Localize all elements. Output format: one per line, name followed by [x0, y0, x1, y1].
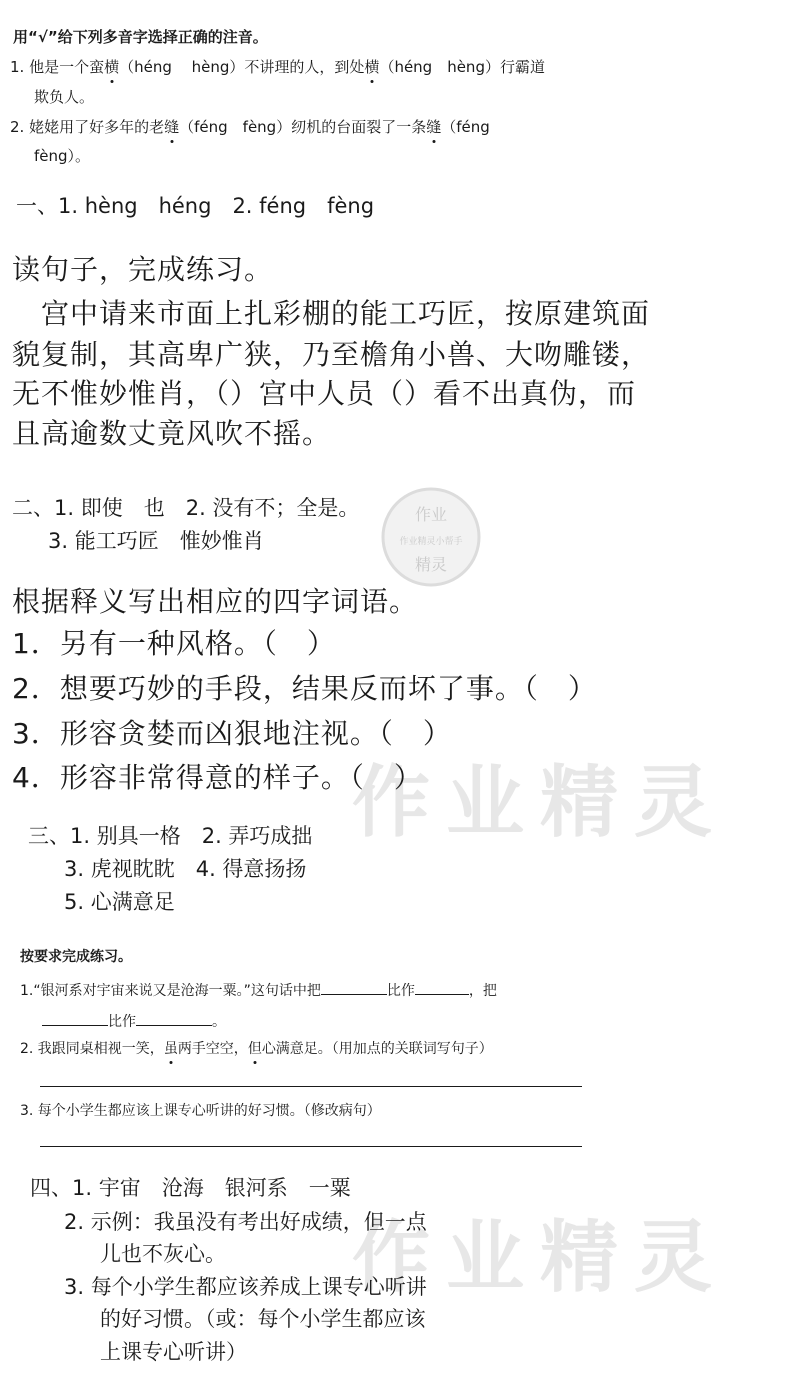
section4-title: 按要求完成练习。 — [20, 949, 132, 965]
section3-item3: 3．形容贪婪而凶狠地注视。（ ） — [12, 717, 452, 750]
answer3-line3: 5. 心满意足 — [64, 890, 175, 914]
section1-question1-line2: 欺负人。 — [34, 88, 95, 106]
section3-title: 根据释义写出相应的四字词语。 — [12, 585, 419, 618]
section1-title: 用“√”给下列多音字选择正确的注音。 — [13, 28, 268, 46]
section1-question2: 2. 姥姥用了好多年的老缝（féng fèng）纫机的台面裂了一条缝（féng — [10, 118, 490, 136]
blank-1[interactable] — [321, 978, 387, 995]
section3-item4: 4．形容非常得意的样子。（ ） — [12, 761, 423, 794]
section2-title: 读句子，完成练习。 — [12, 253, 274, 286]
section2-passage-line1: 宫中请来市面上扎彩棚的能工巧匠，按原建筑面 — [12, 297, 651, 330]
answer3-line1: 三、1. 别具一格 2. 弄巧成拙 — [28, 824, 313, 848]
section2-passage-line4: 且高逾数丈竟风吹不摇。 — [12, 417, 332, 450]
answer4-line2: 2. 示例：我虽没有考出好成绩，但一点 — [64, 1210, 427, 1234]
section1-question2-line2: fèng）。 — [34, 147, 91, 165]
answer4-line4: 3. 每个小学生都应该养成上课专心听讲 — [64, 1275, 427, 1299]
blank-4[interactable] — [136, 1009, 212, 1026]
section4-question2: 2. 我跟同桌相视一笑，虽两手空空，但心满意足。（用加点的关联词写句子） — [20, 1038, 493, 1058]
answer2-line1: 二、1. 即使 也 2. 没有不；全是。 — [12, 496, 360, 520]
watermark-2: 作业精灵 — [352, 1212, 729, 1303]
section4-question1: 1.“银河系对宇宙来说又是沧海一粟。”这句话中把 比作 ，把 — [20, 978, 497, 1000]
svg-text:作业: 作业 — [414, 505, 448, 524]
blank-2[interactable] — [415, 978, 469, 995]
answer4-line6: 上课专心听讲） — [100, 1340, 247, 1364]
svg-text:精灵: 精灵 — [414, 555, 448, 574]
answer1: 一、1. hèng héng 2. féng fèng — [16, 194, 375, 218]
answer-line-q2[interactable] — [40, 1086, 582, 1087]
section2-passage-line2: 貌复制，其高卑广狭，乃至檐角小兽、大吻雕镂， — [12, 338, 651, 371]
answer2-line2: 3. 能工巧匠 惟妙惟肖 — [48, 529, 264, 553]
section1-question1: 1. 他是一个蛮横（héng hèng）不讲理的人，到处横（héng hèng）行霸道 — [10, 58, 545, 76]
section2-passage-line3: 无不惟妙惟肖，（）宫中人员（）看不出真伪，而 — [12, 377, 637, 410]
answer-line-q3[interactable] — [40, 1146, 582, 1147]
blank-3[interactable] — [42, 1009, 108, 1026]
svg-text:作业精灵小帮手: 作业精灵小帮手 — [399, 537, 463, 547]
answer3-line2: 3. 虎视眈眈 4. 得意扬扬 — [64, 857, 307, 881]
answer4-line5: 的好习惯。（或：每个小学生都应该 — [100, 1307, 426, 1331]
watermark-stamp — [378, 484, 484, 590]
watermark-1: 作业精灵 — [352, 757, 729, 848]
section4-question1-line2: 比作 。 — [42, 1009, 226, 1031]
answer4-line3: 儿也不灰心。 — [100, 1242, 226, 1266]
answer4-line1: 四、1. 宇宙 沧海 银河系 一粟 — [30, 1176, 351, 1200]
section3-item2: 2．想要巧妙的手段，结果反而坏了事。（ ） — [12, 672, 597, 705]
section4-question3: 3. 每个小学生都应该上课专心听讲的好习惯。（修改病句） — [20, 1103, 381, 1119]
section3-item1: 1．另有一种风格。（ ） — [12, 627, 336, 660]
